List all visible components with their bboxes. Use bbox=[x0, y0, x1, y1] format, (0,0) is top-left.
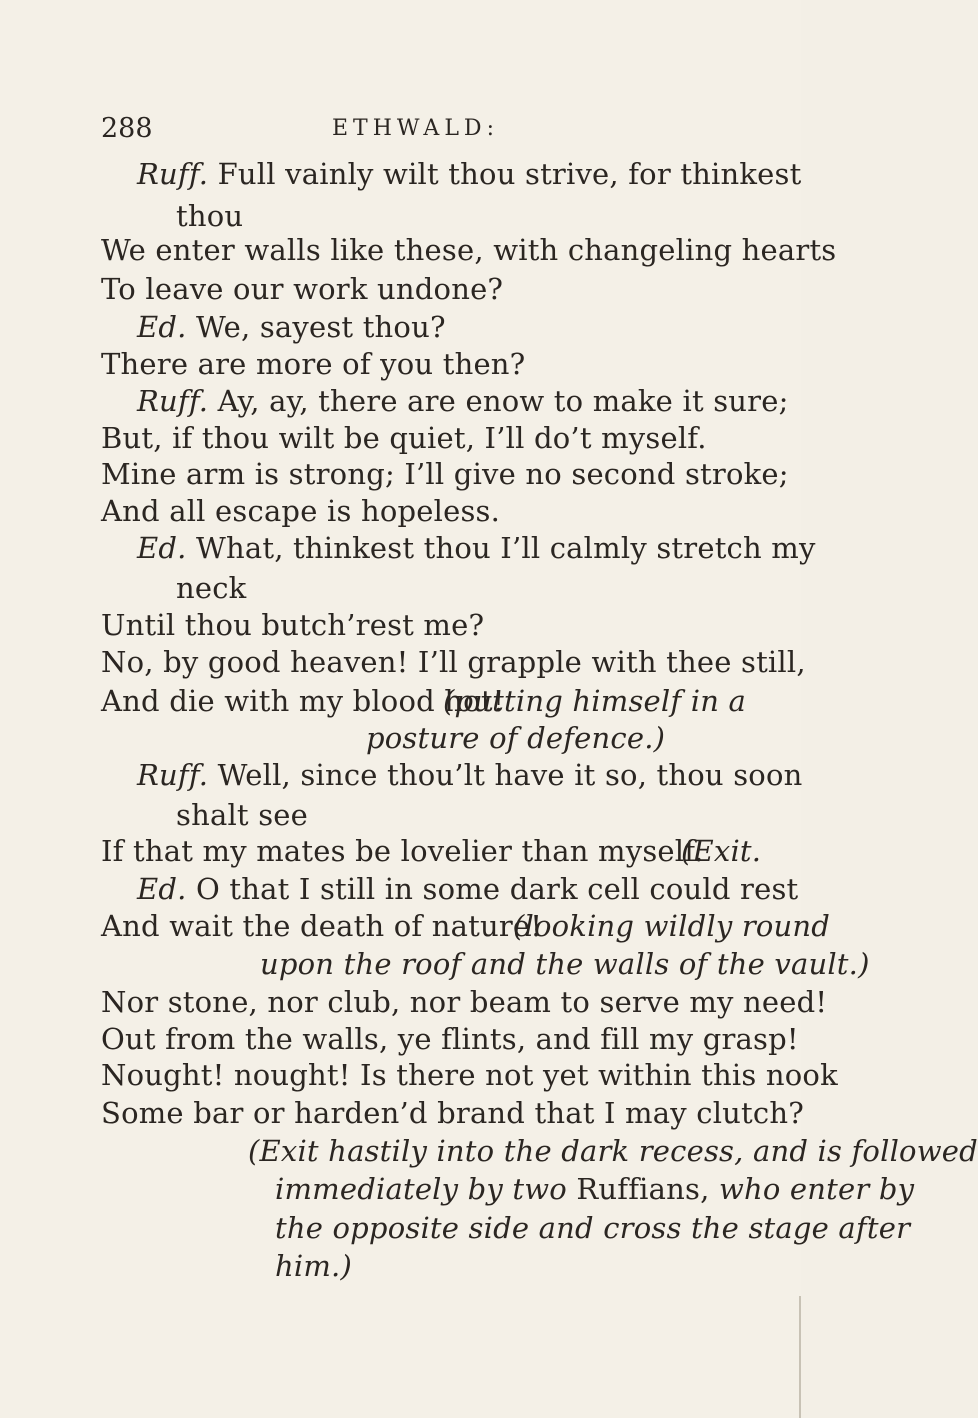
verse-line bbox=[101, 494, 500, 528]
verse-text: To leave our work undone? bbox=[101, 272, 504, 306]
verse-line bbox=[137, 384, 789, 418]
verse-line bbox=[101, 1058, 838, 1092]
speaker-name: Ed. bbox=[137, 872, 187, 906]
verse-line bbox=[101, 457, 789, 491]
verse-line bbox=[137, 531, 816, 565]
verse-line bbox=[101, 421, 707, 455]
verse-text: If that my mates be lovelier than myself. bbox=[101, 834, 704, 868]
verse-text: Ay, ay, there are enow to make it sure; bbox=[208, 384, 789, 418]
verse-line bbox=[101, 645, 806, 679]
verse-line bbox=[137, 872, 798, 906]
verse-line bbox=[101, 347, 525, 381]
verse-text: O that I still in some dark cell could rest bbox=[186, 872, 799, 906]
stage-direction: him.) bbox=[275, 1249, 352, 1283]
speaker-name: Ed. bbox=[137, 310, 187, 344]
verse-line bbox=[176, 571, 246, 605]
verse-text: And die with my blood hot! bbox=[101, 684, 505, 718]
verse-text: There are more of you then? bbox=[101, 347, 526, 381]
verse-line bbox=[101, 1022, 799, 1056]
verse-text: Mine arm is strong; I’ll give no second stroke; bbox=[101, 457, 789, 491]
stage-direction: (looking wildly round bbox=[513, 909, 831, 943]
stage-direction: immediately by two bbox=[275, 1172, 567, 1206]
verse-text: neck bbox=[176, 571, 247, 605]
verse-text: shalt see bbox=[176, 798, 309, 832]
running-title: ETHWALD: bbox=[332, 116, 499, 141]
verse-text: Out from the walls, ye flints, and fill my grasp! bbox=[101, 1022, 799, 1056]
verse-text: Some bar or harden’d brand that I may clutch? bbox=[101, 1096, 804, 1130]
stage-direction: the opposite side and cross the stage after bbox=[275, 1211, 911, 1245]
verse-line bbox=[176, 199, 243, 233]
verse-text: What, thinkest thou I’ll calmly stretch my bbox=[186, 531, 816, 565]
verse-line bbox=[176, 798, 308, 832]
verse-line bbox=[137, 310, 446, 344]
stage-direction: who enter by bbox=[718, 1172, 915, 1206]
stage-direction: (Exit. bbox=[681, 834, 762, 868]
verse-line bbox=[101, 834, 704, 868]
verse-text: No, by good heaven! I’ll grapple with thee still, bbox=[101, 645, 806, 679]
verse-text: Nor stone, nor club, nor beam to serve my need! bbox=[101, 985, 828, 1019]
verse-text: And all escape is hopeless. bbox=[101, 494, 501, 528]
verse-line bbox=[101, 909, 542, 943]
verse-line bbox=[101, 1096, 804, 1130]
verse-text: And wait the death of nature! bbox=[101, 909, 543, 943]
speaker-name: Ruff. bbox=[137, 157, 209, 191]
speaker-name: Ruff. bbox=[137, 758, 209, 792]
verse-text: But, if thou wilt be quiet, I’ll do’t myself. bbox=[101, 421, 707, 455]
verse-text: Nought! nought! Is there not yet within this nook bbox=[101, 1058, 838, 1092]
verse-text: Full vainly wilt thou strive, for thinkest bbox=[208, 157, 802, 191]
verse-line bbox=[101, 985, 827, 1019]
verse-line bbox=[137, 758, 803, 792]
stage-direction: posture of defence.) bbox=[366, 721, 666, 755]
verse-line bbox=[275, 1172, 914, 1206]
verse-text: thou bbox=[176, 199, 244, 233]
stage-direction: upon the roof and the walls of the vault.) bbox=[260, 947, 870, 981]
verse-text: Well, since thou’lt have it so, thou soon bbox=[208, 758, 803, 792]
page-edge-divider bbox=[799, 1296, 801, 1418]
verse-text: We enter walls like these, with changeling hearts bbox=[101, 233, 837, 267]
page-number: 288 bbox=[101, 113, 153, 144]
verse-line bbox=[101, 272, 503, 306]
verse-text: Until thou butch’rest me? bbox=[101, 608, 485, 642]
verse-line bbox=[101, 233, 836, 267]
speaker-name: Ruff. bbox=[137, 384, 209, 418]
speaker-name: Ed. bbox=[137, 531, 187, 565]
character-name: Ruffians, bbox=[566, 1172, 719, 1206]
stage-direction: (Exit hastily into the dark recess, and is followed bbox=[248, 1134, 978, 1168]
verse-text: We, sayest thou? bbox=[186, 310, 446, 344]
verse-line bbox=[101, 608, 484, 642]
stage-direction: (putting himself in a bbox=[443, 684, 746, 718]
verse-line bbox=[137, 157, 801, 191]
